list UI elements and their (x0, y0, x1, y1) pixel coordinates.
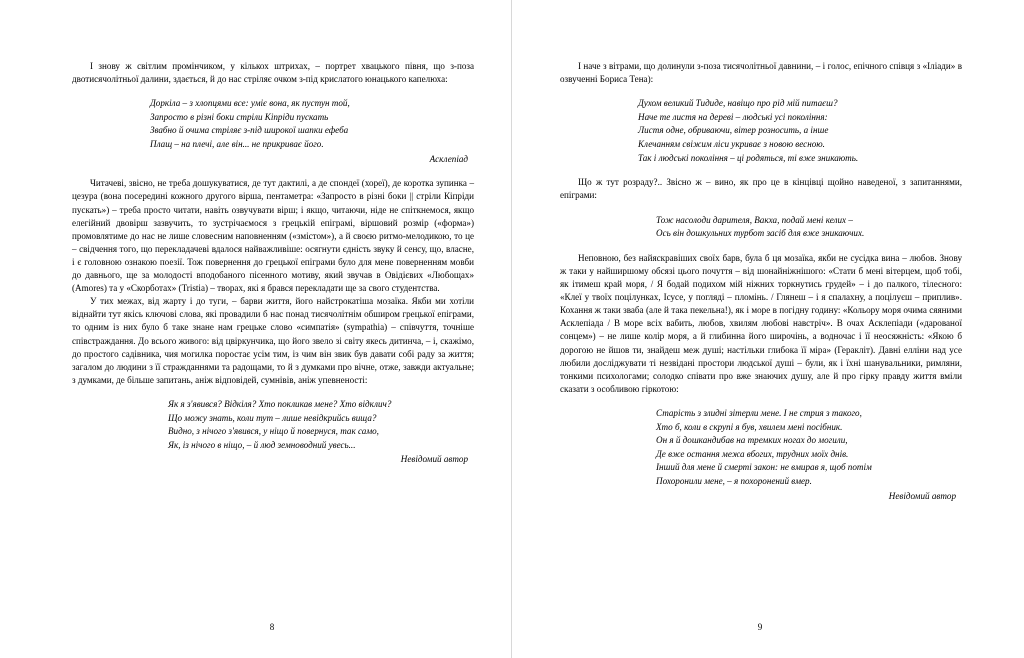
verse-line: Листя одне, обриваючи, вітер розносить, а інше (638, 125, 829, 136)
verse-block (560, 97, 962, 165)
verse-block (72, 97, 474, 166)
verse-block (72, 398, 474, 467)
page-right (512, 0, 1024, 658)
verse-attribution: Невідомий автор (400, 454, 468, 465)
verse-line: Видно, з нічого з'явився, у ніщо й повернуся, так само, (168, 426, 379, 437)
paragraph: Що ж тут розраду?.. Звісно ж – вино, як про це в кінцівці щойно наведеної, з запитаннями, епіграми: (560, 177, 962, 201)
page-number-left: 8 (269, 622, 275, 632)
paragraph: І наче з вітрами, що долинули з-поза тисячолітньої давнини, – і голос, епічного співця з «Іліади» в озвученні Бориса Тена): (560, 61, 962, 85)
verse-line: Тож насолоди дарителя, Вакха, подай мені келих – (656, 214, 853, 225)
verse-block (560, 407, 962, 503)
page-right-content (560, 60, 962, 503)
verse-line: Як, із нічого в ніщо, – й люд земноводний увесь... (168, 439, 356, 450)
paragraph: У тих межах, від жарту і до туги, – барви життя, його найстрокатіша мозаїка. Якби ми хотіли віднайти тут якісь ключові слова, які провадили б нас понад тисячолітнім обширом грецької епіграми, то одним із них було б таке знане нам грецьке слово «симпатія» (sympathia) – співчуття, точніше співстраждання. До всього живого: від цвіркунчика, що його звело зі світу якесь дитинча, – і, скажімо, до простого садівника, чия могилка поростає усім тим, із чим він звик був давати собі раду за життя; загалом до людини з її стражданнями та радощами, то й з думками про вічне, отже, завжди актуальне; з думками, де більше запитань, аніж відповідей, сумнівів, аніж упевненості: (72, 296, 474, 385)
page-number-right: 9 (757, 622, 763, 632)
verse-line: Так і людські покоління – ці родяться, ті вже зникають. (638, 152, 859, 163)
verse-line: Он я й дошкандибав на тремких ногах до могили, (656, 435, 848, 446)
verse-attribution: Невідомий автор (888, 490, 956, 501)
verse-line: Доркіла – з хлопцями все: уміє вона, як пустун той, (150, 98, 350, 109)
verse-line: Запросто в різні боки стріли Кіпріди пускать (150, 111, 329, 122)
paragraph: Неповною, без найяскравіших своїх барв, була б ця мозаїка, якби не сусідка вина – любов. Знову ж таки у найширшому обсязі цього почуття – від шонайніжнішого: «Стати б мені вітерцем, щоб тобі, як ітимеш край моря, / Я бодай подихом мій ніжних торкнутись грудей» – і до палкого, тілесного: «Клеї у твоїх поцілунках, Ісусе, у погляді – пломінь. / Глянеш – і я спалахну, а поцілуєш – приплив». Кохання ж таки зваба (але й така пекельна!), як і море в погідну годину: «Кольору моря очима сяяними Асклепіада / В море всіх вабить, любов, хвилям любові навстріч». В очах Асклепіади («дарованої сонцем») – не лише колір моря, а й глибинна його широчінь, а водночас і її неосяжність: «Якою б дорогою не йшов ти, знайдеш меж душі; настільки глибока її міра» (Геракліт). Давні елліни над усе любили досліджувати ті незвідані простори людської душі – були, як і їхні шанувальники, римляни, тонкими психологами; солодко співати про вже знаючих душу, але й про гірку правду життя вміли сказати з особливою гіркотою: (560, 252, 962, 394)
verse-line: Похоронили мене, – я похоронений вмер. (656, 476, 812, 487)
verse-line: Інший для мене й смерті закон: не вмирав я, щоб потім (656, 462, 872, 473)
paragraph: Читачеві, звісно, не треба дошукуватися, де тут дактилі, а де спондеї (хореї), де коротка зупинка – цезура (вона посередині кожного другого вірша, пентаметра: «Запросто в різні боки || стріли Кіпріди пускать») – треба просто читати, навіть озвучувати вірш; і якщо, читаючи, ніде не спіткнемося, якщо елегійний двовірш зазвучить, то зустрічаємося з грецькій епіграмі, віршовий розмір («форма») промовлятиме до нас не лише словесним наповненням («змістом»), а й своєю ритмо-мелодикою, то це – свідчення того, що перекладачеві вдалося найважливіше: осягнути єдність звуку й сенсу, що, власне, і є головною ознакою поезії. Тож повернення до грецької епіграми було для мене поверненням мовби до давнього, ще за молодості вподобаного пісенного мотиву, який звучав в Овідієвих «Любощах» (Amores) та у «Скорботах» (Tristia) – творах, які я брався перекладати ще за свого студентства. (72, 178, 474, 294)
paragraph: І знову ж світлим промінчиком, у кількох штрихах, – портрет хвацького півня, що з-поза двотисячолітньої далини, здається, й до нас стріляє очком з-під крислатого юнацького капелюха: (72, 61, 474, 85)
verse-block (560, 214, 962, 241)
verse-line: Як я з'явився? Відкіля? Хто покликав мене? Хто відклич? (168, 398, 392, 409)
verse-line: Ось він дошкульних турбот засіб для вже зникаючих. (656, 228, 865, 239)
verse-line: Звабно й очима стріляє з-під широкої шапки ефеба (150, 125, 349, 136)
verse-line: Старість з злидні зітерли мене. І не стрия з такого, (656, 407, 862, 418)
verse-attribution: Асклепіад (429, 153, 468, 164)
verse-line: Хто б, коли в скрупі я був, хвилем мені посібник. (656, 421, 843, 432)
verse-line: Що можу знать, коли тут – лише невідкрийсь вища? (168, 412, 377, 423)
verse-line: Плащ – на плечі, але він... не прикриває його. (150, 139, 324, 150)
verse-line: Де вже остання межа вбогих, трудних моїх днів. (656, 448, 849, 459)
verse-line: Наче те листя на дереві – людські усі покоління: (638, 111, 828, 122)
verse-line: Клечанням свіжим ліси укриває з новою весною. (638, 139, 825, 150)
verse-line: Духом великий Тидиде, навіщо про рід мій питаєш? (638, 98, 838, 109)
page-left-content (72, 60, 474, 467)
